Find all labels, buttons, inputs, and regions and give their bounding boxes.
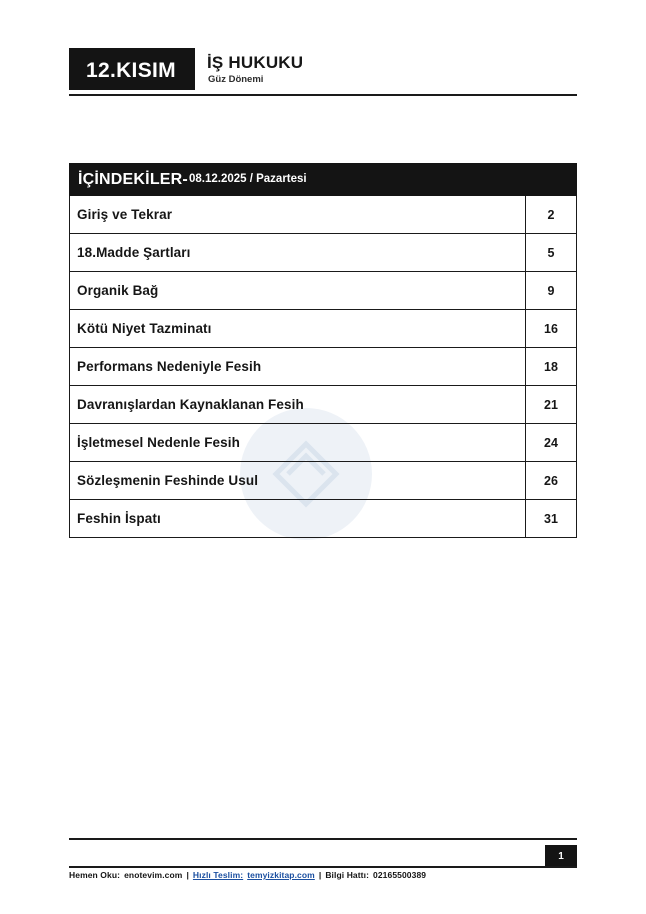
toc-entry-title: Performans Nedeniyle Fesih	[77, 359, 262, 374]
toc-entry-title: İşletmesel Nedenle Fesih	[77, 435, 240, 450]
footer-contact-line	[69, 870, 426, 880]
table-row[interactable]	[70, 272, 576, 310]
footer-info-label: Bilgi Hattı:	[325, 870, 370, 880]
table-row[interactable]	[70, 500, 576, 537]
page-number-badge: 1	[545, 845, 577, 867]
course-subtitle: Güz Dönemi	[208, 74, 264, 85]
toc-rows	[69, 196, 577, 538]
toc-entry-title: Sözleşmenin Feshinde Usul	[77, 473, 259, 488]
table-of-contents	[69, 163, 577, 538]
toc-entry-page: 21	[525, 386, 576, 423]
toc-entry-page: 9	[525, 272, 576, 309]
toc-heading: İÇİNDEKİLER-	[78, 170, 188, 188]
footer-info-value: 02165500389	[373, 870, 427, 880]
footer-divider-bottom	[69, 866, 577, 868]
course-title: İŞ HUKUKU	[207, 53, 304, 72]
table-row[interactable]	[70, 462, 576, 500]
toc-entry-page: 24	[525, 424, 576, 461]
toc-entry-page: 18	[525, 348, 576, 385]
toc-entry-page: 16	[525, 310, 576, 347]
footer-separator-2: |	[318, 870, 322, 880]
toc-entry-title: Organik Bağ	[77, 283, 159, 298]
document-header	[69, 48, 577, 96]
footer-divider-top	[69, 838, 577, 840]
table-row[interactable]	[70, 234, 576, 272]
footer-read-label: Hemen Oku:	[69, 870, 121, 880]
toc-entry-title: Davranışlardan Kaynaklanan Fesih	[77, 397, 304, 412]
toc-header-bar	[69, 163, 577, 196]
footer-separator-1: |	[186, 870, 189, 880]
footer-delivery-link[interactable]: temyizkitap.com	[247, 870, 315, 880]
table-row[interactable]	[70, 196, 576, 234]
toc-entry-page: 5	[525, 234, 576, 271]
toc-entry-page: 2	[525, 196, 576, 233]
table-row[interactable]	[70, 424, 576, 462]
toc-entry-title: 18.Madde Şartları	[77, 245, 191, 260]
table-row[interactable]	[70, 310, 576, 348]
toc-entry-title: Kötü Niyet Tazminatı	[77, 321, 212, 336]
toc-entry-title: Feshin İspatı	[77, 511, 161, 526]
toc-entry-title: Giriş ve Tekrar	[77, 207, 173, 222]
section-number-band	[69, 48, 195, 90]
toc-entry-page: 26	[525, 462, 576, 499]
footer-site: enotevim.com	[124, 870, 183, 880]
table-row[interactable]	[70, 348, 576, 386]
table-row[interactable]	[70, 386, 576, 424]
toc-entry-page: 31	[525, 500, 576, 537]
toc-date: 08.12.2025 / Pazartesi	[188, 173, 307, 185]
header-divider	[69, 94, 577, 96]
section-number-label: 12.KISIM	[86, 59, 176, 82]
footer-delivery-label[interactable]: Hızlı Teslim:	[192, 870, 244, 880]
